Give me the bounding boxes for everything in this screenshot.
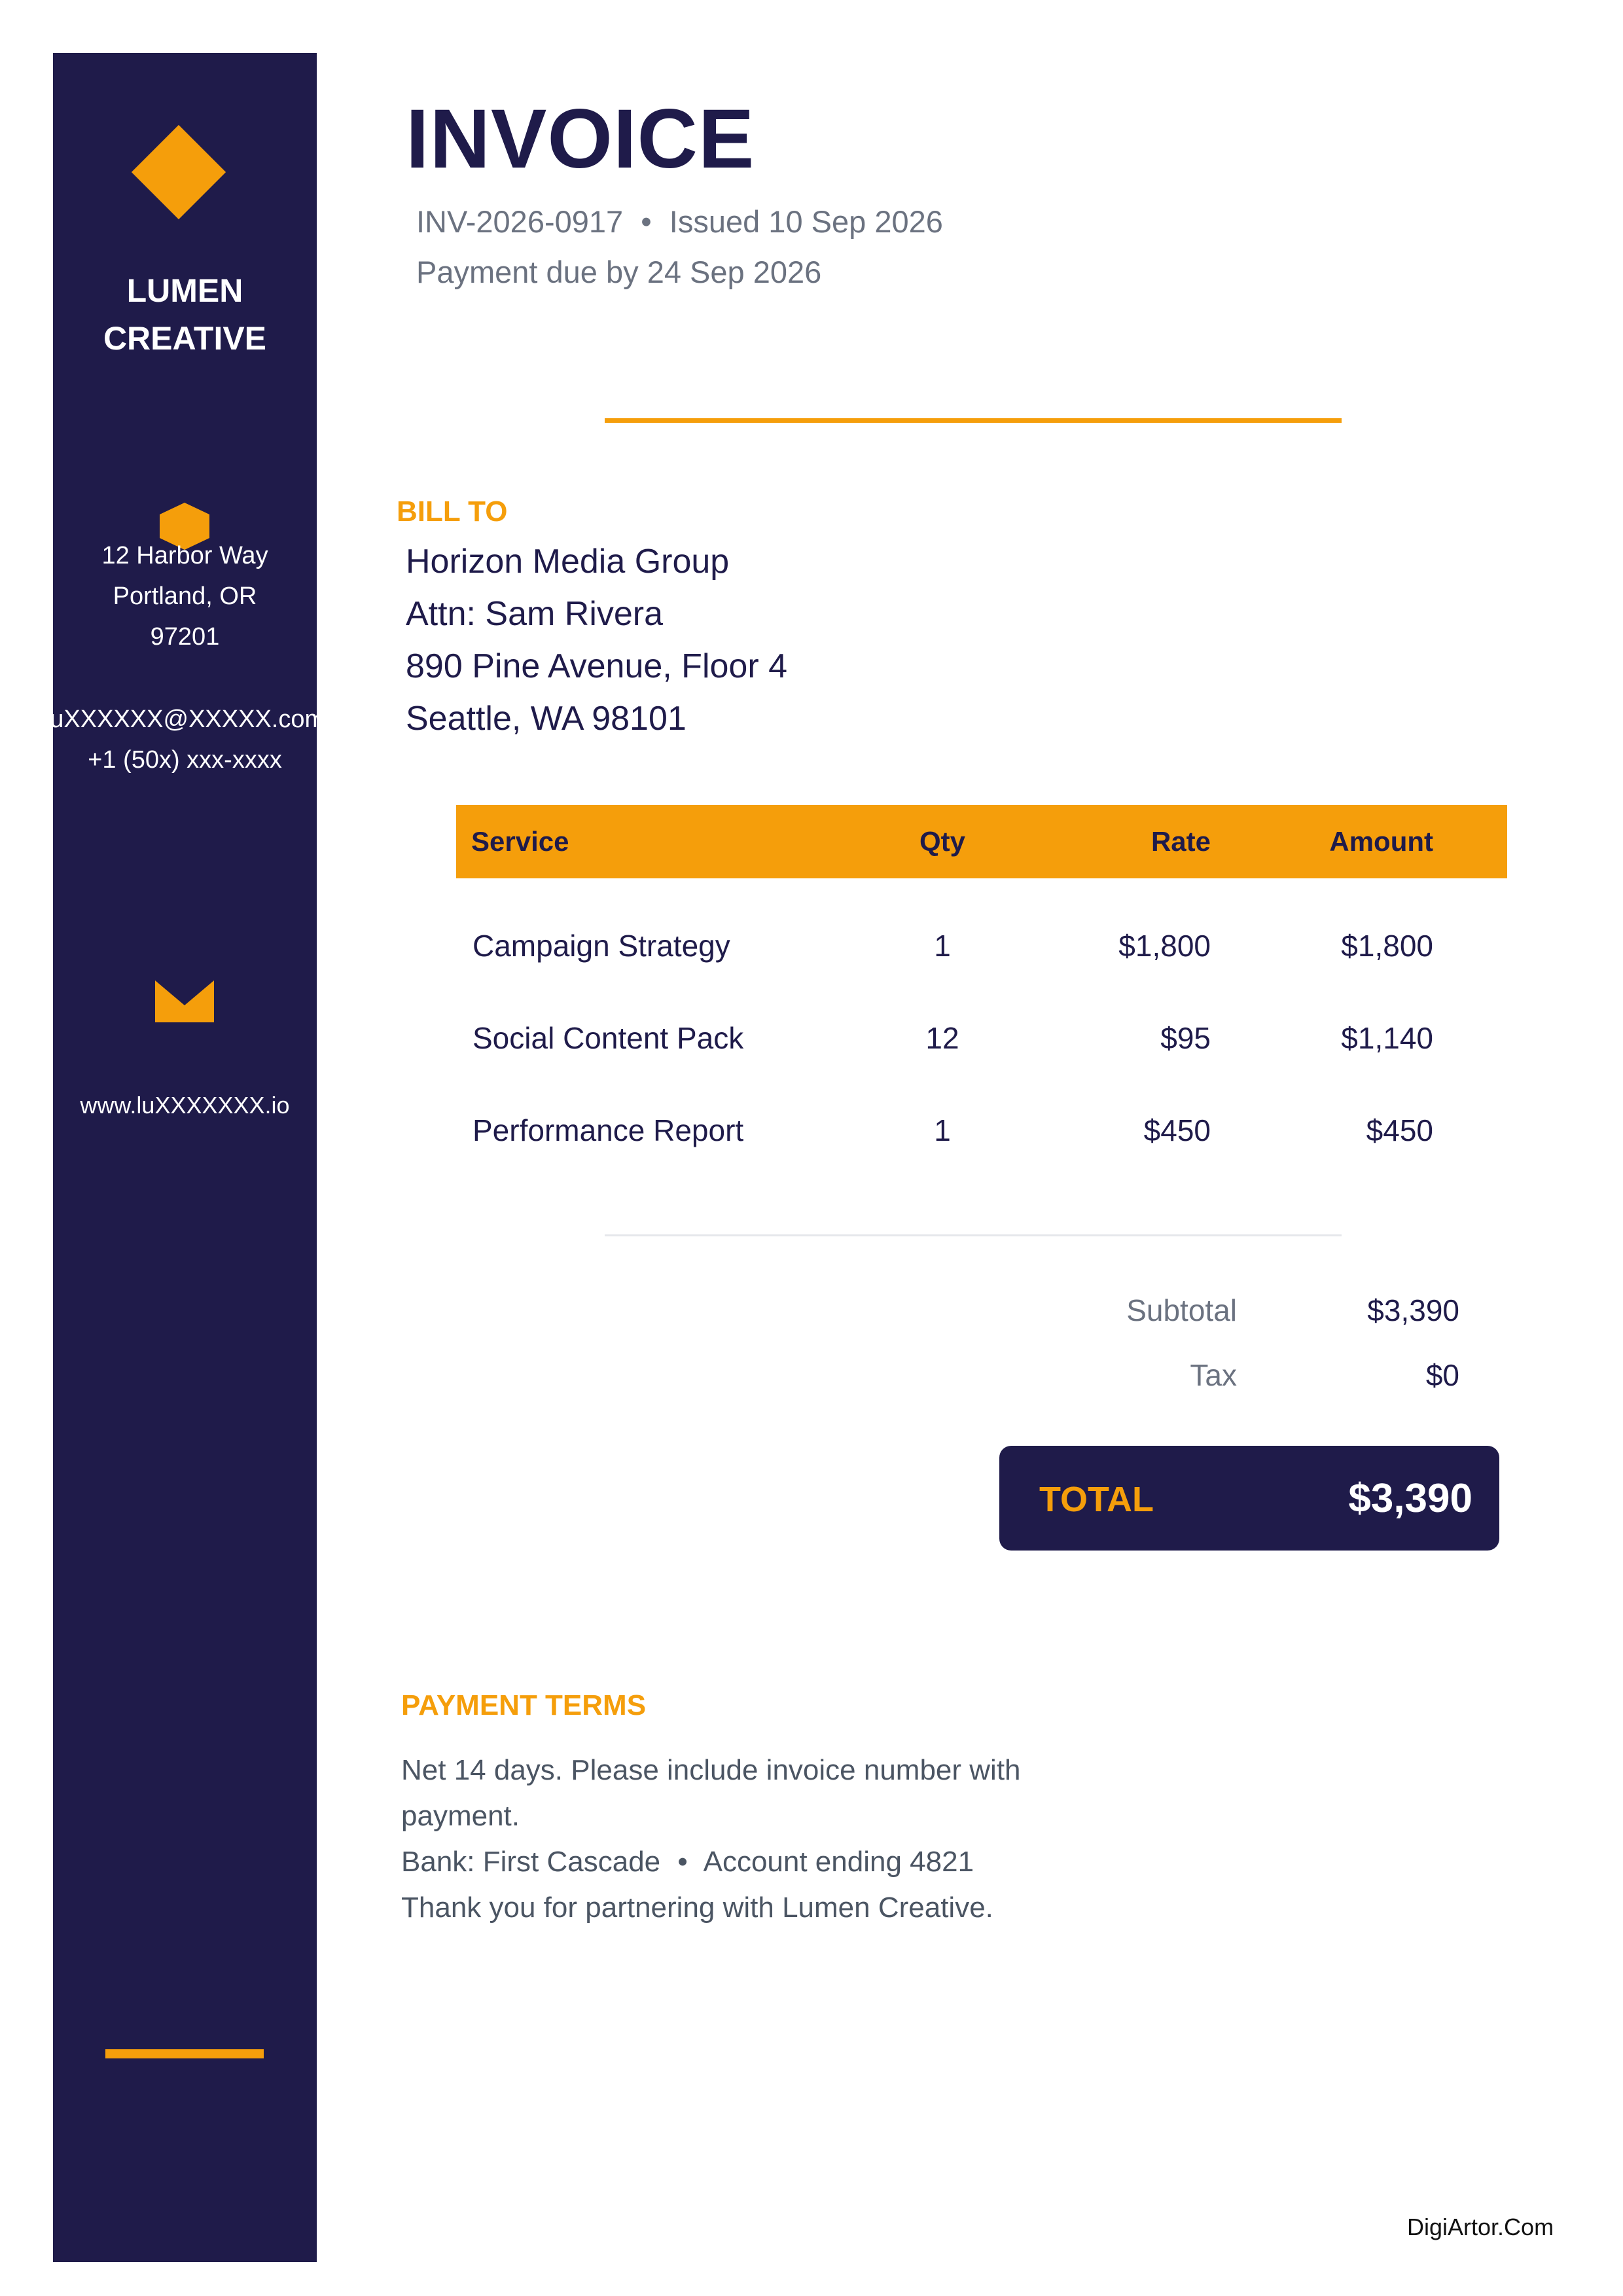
invoice-number-line [416,196,943,247]
bank-name: Bank: First Cascade [401,1846,661,1878]
client-street: 890 Pine Avenue, Floor 4 [406,647,788,685]
payment-terms-label: PAYMENT TERMS [401,1689,647,1721]
company-contact [26,699,344,780]
meta-separator: • [641,204,652,239]
total-value: $3,390 [1348,1476,1472,1521]
thank-you-line: Thank you for partnering with Lumen Creative. [401,1892,993,1924]
subtotal-label: Subtotal [1126,1293,1237,1327]
invoice-title: INVOICE [406,92,755,186]
company-name-line1: LUMEN [126,272,243,309]
total-label: TOTAL [1039,1480,1154,1519]
bill-to-label: BILL TO [397,495,508,528]
client-city: Seattle, WA 98101 [406,700,687,738]
invoice-number: INV-2026-0917 [416,204,624,239]
row-qty: 12 [925,1021,959,1055]
column-header-rate: Rate [1150,826,1211,857]
bank-separator: • [677,1846,688,1878]
row-qty: 1 [934,929,951,963]
company-name-line2: CREATIVE [103,320,267,357]
row-rate: $95 [1160,1021,1211,1055]
account-ending: Account ending 4821 [703,1846,974,1878]
column-header-qty: Qty [919,826,965,857]
row-amount: $1,800 [1341,929,1433,963]
header-divider [605,418,1342,423]
row-rate: $1,800 [1118,929,1211,963]
company-address [53,535,317,657]
row-service: Performance Report [473,1113,744,1147]
table-divider [605,1234,1342,1236]
terms-line-1b: payment. [401,1800,520,1832]
company-name [53,267,317,363]
company-phone: +1 (50x) xxx-xxxx [88,746,282,774]
footer-watermark: DigiArtor.Com [1407,2214,1554,2240]
row-amount: $450 [1366,1113,1433,1147]
address-line2: Portland, OR [113,583,257,610]
issue-date: Issued 10 Sep 2026 [669,204,943,239]
sidebar [53,53,317,2262]
row-amount: $1,140 [1341,1021,1433,1055]
client-attn: Attn: Sam Rivera [406,595,664,633]
sidebar-accent-line [105,2049,264,2058]
client-name: Horizon Media Group [406,543,730,581]
tax-value: $0 [1425,1358,1459,1392]
invoice-meta [416,196,943,297]
terms-bank-line [401,1839,1121,1885]
due-date: Payment due by 24 Sep 2026 [416,255,822,289]
company-email[interactable]: luXXXXXX@XXXXX.com [44,706,326,733]
company-website[interactable]: www.luXXXXXXX.io [80,1092,290,1119]
subtotal-value: $3,390 [1367,1293,1459,1327]
bill-to-block [406,535,787,745]
column-header-service: Service [471,826,569,857]
row-qty: 1 [934,1113,951,1147]
row-service: Campaign Strategy [473,929,730,963]
row-service: Social Content Pack [473,1021,744,1055]
address-line3: 97201 [150,623,220,651]
envelope-icon [155,980,214,1022]
column-header-amount: Amount [1329,826,1433,857]
tax-label: Tax [1190,1358,1237,1392]
row-rate: $450 [1143,1113,1211,1147]
address-line1: 12 Harbor Way [101,542,268,569]
terms-line-1a: Net 14 days. Please include invoice number with [401,1754,1021,1786]
payment-terms-text [401,1748,1121,1931]
